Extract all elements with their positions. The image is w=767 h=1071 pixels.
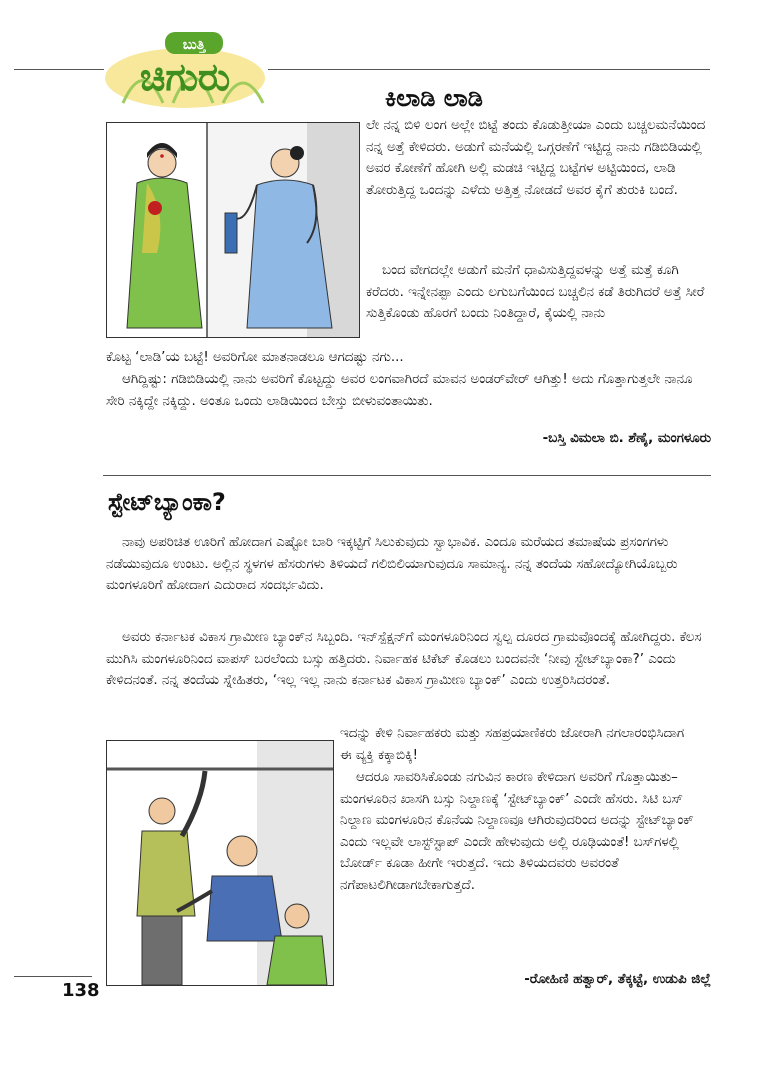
page-number: 138 bbox=[62, 980, 100, 1001]
bus-scene-drawing bbox=[107, 741, 333, 985]
two-women-drawing bbox=[107, 123, 359, 337]
story2-title: ಸ್ಟೇಟ್‌ಬ್ಯಾಂಕಾ? bbox=[108, 488, 226, 516]
story1-para3: ಆಗಿದ್ದಿಷ್ಟು: ಗಡಿಬಿಡಿಯಲ್ಲಿ ನಾನು ಅವರಿಗೆ ಕೊಟ್ಟದ್ದು ಅವರ ಲಂಗವಾಗಿರದೆ ಮಾವನ ಅಂಡರ್‌ವೇರ್ ಆಗಿತ್ತು! ಅದು ಗೊತ್ತಾಗುತ್ತಲೇ ನಾನೂ ಸೇರಿ ನಕ್ಕಿದ್ದೇ ನಕ್ಕಿದ್ದು. ಅಂತೂ ಒಂದು ಲಾಡಿಯಿಂದ ಬೇಸ್ತು ಬೀಳುವಂತಾಯಿತು. bbox=[106, 372, 693, 409]
story1-illustration bbox=[106, 122, 360, 338]
top-rule-right bbox=[268, 69, 710, 70]
story2-illustration bbox=[106, 740, 334, 986]
story1-title: ಕಿಲಾಡಿ ಲಾಡಿ bbox=[385, 84, 483, 112]
story1-byline: -ಬಸ್ತಿ ವಿಮಲಾ ಬಿ. ಶೆಣೈ, ಮಂಗಳೂರು bbox=[542, 431, 711, 446]
column-logo bbox=[103, 28, 268, 110]
logo-art bbox=[103, 28, 268, 110]
story2-para4: ಆದರೂ ಸಾವರಿಸಿಕೊಂಡು ನಗುವಿನ ಕಾರಣ ಕೇಳಿದಾಗ ಅವರಿಗೆ ಗೊತ್ತಾಯಿತು– ಮಂಗಳೂರಿನ ಖಾಸಗಿ ಬಸ್ಸು ನಿಲ್ದಾಣಕ್ಕೆ ‘ಸ್ಟೇಟ್‌ಬ್ಯಾಂಕ್’ ಎಂದೇ ಹೆಸರು. ಸಿಟಿ ಬಸ್ ನಿಲ್ದಾಣ ಮಂಗಳೂರಿನ ಕೊನೆಯ ನಿಲ್ದಾಣವೂ ಆಗಿರುವುದರಿಂದ ಅದನ್ನು ಸ್ಟೇಟ್‌ಬ್ಯಾಂಕ್ ಎಂದು ಇಲ್ಲವೇ ಲಾಸ್ಟ್‌ಸ್ಟಾಪ್ ಎಂದೇ ಹೇಳುವುದು ಅಲ್ಲಿ ರೂಢಿಯಂತೆ! ಬಸ್‌ಗಳಲ್ಲಿ ಬೋರ್ಡ್ ಕೂಡಾ ಹೀಗೇ ಇರುತ್ತದೆ. ಇದು ತಿಳಿಯದವರು ಅವರಂತೆ ನಗೆಪಾಟಲಿಗೀಡಾಗಬೇಕಾಗುತ್ತದೆ. bbox=[340, 770, 694, 893]
story2-para2: ಅವರು ಕರ್ನಾಟಕ ವಿಕಾಸ ಗ್ರಾಮೀಣ ಬ್ಯಾಂಕ್‌ನ ಸಿಬ್ಬಂದಿ. ಇನ್‌ಸ್ಪೆಕ್ಷನ್‌ಗೆ ಮಂಗಳೂರಿನಿಂದ ಸ್ವಲ್ಪ ದೂರದ ಗ್ರಾಮವೊಂದಕ್ಕೆ ಹೋಗಿದ್ದರು. ಕೆಲಸ ಮುಗಿಸಿ ಮಂಗಳೂರಿನಿಂದ ವಾಪಸ್ ಬರಲೆಂದು ಬಸ್ಸು ಹತ್ತಿದರು. ನಿರ್ವಾಹಕ ಟಿಕೆಟ್ ಕೊಡಲು ಬಂದವನೇ ‘ನೀವು ಸ್ಟೇಟ್‌ಬ್ಯಾಂಕಾ?’ ಎಂದು ಕೇಳಿದನಂತೆ. ನನ್ನ ತಂದೆಯ ಸ್ನೇಹಿತರು, ‘ಇಲ್ಲ ಇಲ್ಲ ನಾನು ಕರ್ನಾಟಕ ವಿಕಾಸ ಗ್ರಾಮೀಣ ಬ್ಯಾಂಕ್’ ಎಂದು ಉತ್ತರಿಸಿದರಂತೆ. bbox=[106, 630, 702, 689]
logo-small-text: ಬುತ್ತಿ bbox=[182, 37, 206, 53]
logo-main-text: ಚಿಗುರು bbox=[139, 55, 231, 99]
story1-para2a: ಬಂದ ವೇಗದಲ್ಲೇ ಅಡುಗೆ ಮನೆಗೆ ಧಾವಿಸುತ್ತಿದ್ದವಳನ್ನು ಅತ್ತೆ ಮತ್ತೆ ಕೂಗಿ ಕರೆದರು. ಇನ್ನೇನಪ್ಪಾ ಎಂದು ಲಗುಬಗೆಯಿಂದ ಬಚ್ಚಲಿನ ಕಡೆ ತಿರುಗಿದರೆ ಅತ್ತೆ ಸೀರೆ ಸುತ್ತಿಕೊಂಡು ಹೊರಗೆ ಬಂದು ನಿಂತಿದ್ದಾರೆ, ಕೈಯಲ್ಲಿ ನಾನು bbox=[366, 263, 705, 322]
story2-para3: ಇದನ್ನು ಕೇಳಿ ನಿರ್ವಾಹಕರು ಮತ್ತು ಸಹಪ್ರಯಾಣಿಕರು ಜೋರಾಗಿ ನಗಲಾರಂಭಿಸಿದಾಗ ಈ ವ್ಯಕ್ತಿ ಕಕ್ಕಾಬಿಕ್ಕಿ! bbox=[340, 726, 685, 763]
page-number-rule bbox=[14, 976, 92, 977]
story2-para1: ನಾವು ಅಪರಿಚಿತ ಊರಿಗೆ ಹೋದಾಗ ಎಷ್ಟೋ ಬಾರಿ ಇಕ್ಕಟ್ಟಿಗೆ ಸಿಲುಕುವುದು ಸ್ವಾಭಾವಿಕ. ಎಂದೂ ಮರೆಯದ ತಮಾಷೆಯ ಪ್ರಸಂಗಗಳು ನಡೆಯುವುದೂ ಉಂಟು. ಅಲ್ಲಿನ ಸ್ಥಳಗಳ ಹೆಸರುಗಳು ತಿಳಿಯದೆ ಗಲಿಬಿಲಿಯಾಗುವುದೂ ಸಾಮಾನ್ಯ. ನನ್ನ ತಂದೆಯ ಸಹೋದ್ಯೋಗಿಯೊಬ್ಬರು ಮಂಗಳೂರಿಗೆ ಹೋದಾಗ ಎದುರಾದ ಸಂದರ್ಭವಿದು. bbox=[106, 535, 678, 594]
story1-para2b: ಕೊಟ್ಟ ‘ಲಾಡಿ’ಯ ಬಟ್ಟೆ! ಅವರಿಗೋ ಮಾತನಾಡಲೂ ಆಗದಷ್ಟು ನಗು... bbox=[106, 350, 404, 365]
top-rule-left bbox=[14, 69, 104, 70]
section-divider bbox=[103, 475, 711, 476]
story1-para1: ಲೇ ನನ್ನ ಬಿಳಿ ಲಂಗ ಅಲ್ಲೇ ಬಿಟ್ಟೆ ತಂದು ಕೊಡುತ್ತೀಯಾ ಎಂದು ಬಚ್ಚಲಮನೆಯಿಂದ ನನ್ನ ಅತ್ತೆ ಕೇಳಿದರು. ಅಡುಗೆ ಮನೆಯಲ್ಲಿ ಒಗ್ಗರಣೆಗೆ ಇಟ್ಟಿದ್ದ ನಾನು ಗಡಿಬಿಡಿಯಲ್ಲಿ ಅವರ ಕೋಣೆಗೆ ಹೋಗಿ ಅಲ್ಲಿ ಮಡಚಿ ಇಟ್ಟಿದ್ದ ಬಟ್ಟೆಗಳ ಅಟ್ಟಿಯಿಂದ, ಲಾಡಿ ತೋರುತ್ತಿದ್ದ ಒಂದನ್ನು ಎಳೆದು ಅತ್ತಿತ್ತ ನೋಡದೆ ಅವರ ಕೈಗೆ ತುರುಕಿ ಬಂದೆ. bbox=[366, 118, 706, 198]
story2-byline: -ರೋಹಿಣಿ ಹತ್ವಾರ್, ತೆಕ್ಕಟ್ಟೆ, ಉಡುಪಿ ಜಿಲ್ಲೆ bbox=[524, 972, 711, 987]
